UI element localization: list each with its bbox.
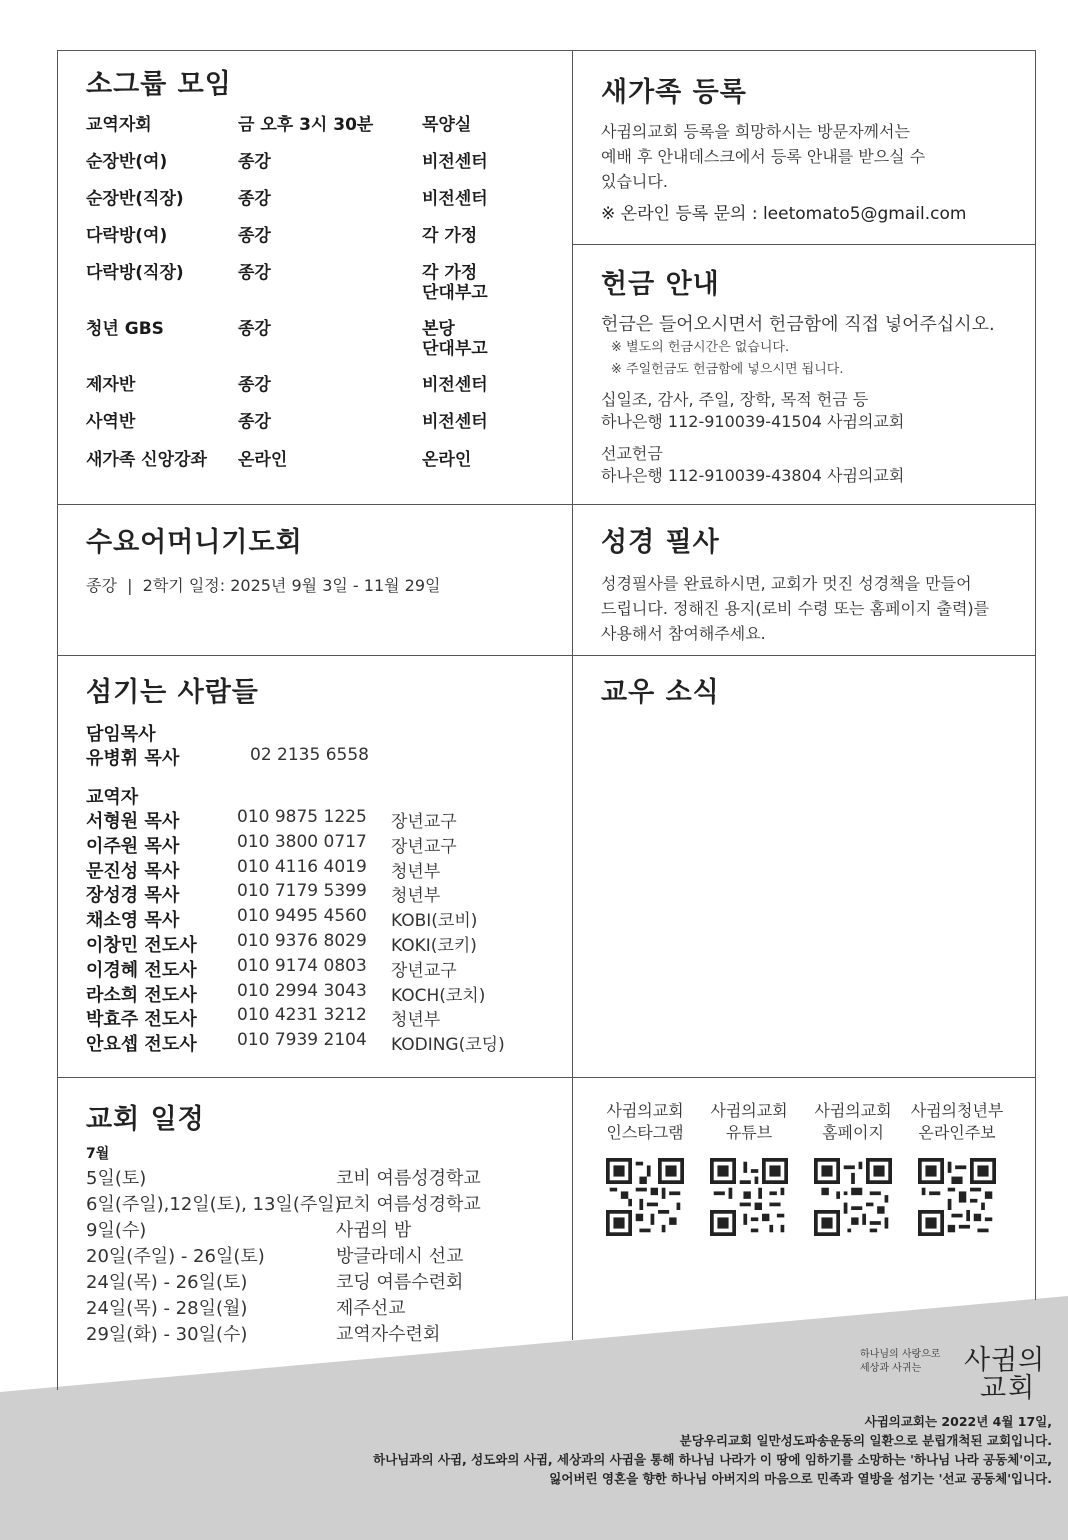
staff-dept: 장년교구	[391, 837, 457, 857]
registration-line: 예배 후 안내데스크에서 등록 안내를 받으실 수	[601, 147, 926, 166]
footer-line: 하나님과의 사귐, 성도와의 사귐, 세상과의 사귐을 통해 하나님 나라가 이 땅에 임하기를 소망하는 '하나님 나라 공동체'이고,	[373, 1452, 1052, 1467]
offering-main: 헌금은 들어오시면서 헌금함에 직접 넣어주십시오.	[601, 314, 995, 335]
mission-offering-label: 선교헌금	[601, 444, 663, 463]
staff-name: 이창민 전도사	[86, 935, 197, 956]
qr-label: 유튜브	[725, 1123, 773, 1142]
staff-dept: KOBI(코비)	[391, 911, 478, 931]
qr-link[interactable]	[800, 1100, 906, 1242]
staff-name: 문진성 목사	[86, 861, 180, 882]
logo-tagline: 하나님의 사랑으로	[860, 1349, 941, 1360]
staff-name: 서형원 목사	[86, 811, 180, 832]
group-time: 종강	[238, 189, 271, 209]
footer-line: 잃어버린 영혼을 향한 하나님 아버지의 마음으로 민족과 열방을 섬기는 '선교 공동체'입니다.	[549, 1471, 1052, 1486]
registration-title: 새가족 등록	[601, 77, 747, 108]
group-name: 순장반(직장)	[86, 189, 184, 209]
schedule-event: 코치 여름성경학교	[336, 1194, 481, 1215]
group-time: 종강	[238, 319, 271, 339]
mothers-prayer-info: 종강 | 2학기 일정: 2025년 9월 3일 - 11월 29일	[86, 576, 441, 595]
staff-phone: 010 9376 8029	[237, 931, 367, 951]
schedule-title: 교회 일정	[86, 1104, 205, 1135]
qr-section	[592, 1100, 1022, 1250]
staff-dept: 청년부	[391, 1010, 441, 1030]
group-time: 종강	[238, 226, 271, 246]
staff-name: 이주원 목사	[86, 836, 180, 857]
group-time: 온라인	[238, 450, 288, 470]
staff-name: 안요셉 전도사	[86, 1034, 197, 1055]
qr-label: 사귐의교회	[814, 1101, 892, 1120]
mission-offering-account: 하나은행 112-910039-43804 사귐의교회	[601, 466, 905, 485]
staff-dept: 장년교구	[391, 961, 457, 981]
registration-contact: ※ 온라인 등록 문의 : leetomato5@gmail.com	[601, 204, 967, 224]
group-name: 다락방(직장)	[86, 263, 184, 283]
news-section	[601, 670, 1021, 709]
schedule-event: 교역자수련회	[336, 1324, 441, 1345]
senior-pastor-name: 유병휘 목사	[86, 748, 180, 769]
group-name: 청년 GBS	[86, 319, 164, 339]
divider-left-1	[57, 504, 573, 505]
staff-name: 라소희 전도사	[86, 985, 197, 1006]
staff-name: 장성경 목사	[86, 885, 180, 906]
divider-right-2	[572, 504, 1036, 505]
border-top	[57, 50, 1036, 51]
divider-left-2	[57, 655, 573, 656]
group-place: 온라인	[422, 450, 472, 470]
staff-dept: 청년부	[391, 862, 441, 882]
group-time: 금 오후 3시 30분	[238, 115, 374, 135]
staff-phone: 010 7939 2104	[237, 1030, 367, 1050]
staff-phone: 010 3800 0717	[237, 832, 367, 852]
staff-name: 채소영 목사	[86, 910, 180, 931]
schedule-event: 방글라데시 선교	[336, 1246, 464, 1267]
logo-name-1: 사귐의	[964, 1345, 1046, 1376]
divider-right-3	[572, 655, 1036, 656]
staff-dept: KOCH(코치)	[391, 986, 486, 1006]
staff-name: 박효주 전도사	[86, 1009, 197, 1030]
schedule-event: 코비 여름성경학교	[336, 1168, 481, 1189]
mothers-prayer-section	[86, 520, 566, 598]
qr-label: 온라인주보	[918, 1123, 996, 1142]
group-place: 각 가정	[422, 226, 478, 246]
staff-dept: 청년부	[391, 886, 441, 906]
qr-link[interactable]	[696, 1100, 802, 1242]
servants-section	[86, 670, 566, 1070]
offering-kinds: 십일조, 감사, 주일, 장학, 목적 헌금 등	[601, 390, 869, 409]
staff-name: 이경혜 전도사	[86, 960, 197, 981]
schedule-event: 코딩 여름수련회	[336, 1272, 464, 1293]
mothers-prayer-title: 수요어머니기도회	[86, 527, 303, 558]
staff-phone: 010 4231 3212	[237, 1005, 367, 1025]
schedule-date: 9일(수)	[86, 1220, 147, 1241]
qr-link[interactable]	[592, 1100, 698, 1242]
divider-left-3	[57, 1077, 573, 1078]
group-place: 비전센터	[422, 189, 488, 209]
border-left	[57, 50, 58, 1390]
schedule-date: 6일(주일),12일(토), 13일(주일)	[86, 1194, 342, 1215]
offering-title: 헌금 안내	[601, 269, 720, 300]
offering-section	[601, 262, 1031, 487]
registration-section	[601, 70, 1021, 227]
group-place-2: 단대부고	[422, 283, 488, 303]
group-name: 다락방(여)	[86, 226, 168, 246]
offering-account: 하나은행 112-910039-41504 사귐의교회	[601, 412, 905, 431]
schedule-date: 24일(목) - 28일(월)	[86, 1298, 248, 1319]
small-group-title: 소그룹 모임	[86, 69, 232, 100]
divider-right-1	[572, 244, 1036, 245]
logo-tagline: 세상과 사귀는	[860, 1363, 922, 1374]
staff-phone: 010 9875 1225	[237, 807, 367, 827]
news-title: 교우 소식	[601, 677, 720, 708]
schedule-month: 7월	[86, 1146, 110, 1162]
offering-note: ※ 별도의 헌금시간은 없습니다.	[611, 340, 790, 355]
group-place: 본당	[422, 319, 455, 339]
logo-name-2: 교회	[980, 1373, 1037, 1404]
small-group-section	[86, 62, 566, 492]
group-time: 종강	[238, 152, 271, 172]
staff-phone: 010 7179 5399	[237, 881, 367, 901]
schedule-section	[86, 1097, 566, 1347]
divider-right-4	[572, 1077, 1036, 1078]
qr-code-icon	[710, 1158, 788, 1236]
staff-phone: 010 9495 4560	[237, 906, 367, 926]
qr-label: 홈페이지	[822, 1123, 884, 1142]
qr-label: 인스타그램	[606, 1123, 684, 1142]
group-time: 종강	[238, 412, 271, 432]
qr-code-icon	[814, 1158, 892, 1236]
group-place: 비전센터	[422, 152, 488, 172]
schedule-date: 5일(토)	[86, 1168, 147, 1189]
staff-dept: 장년교구	[391, 812, 457, 832]
schedule-event: 제주선교	[336, 1298, 406, 1319]
staff-label: 교역자	[86, 787, 139, 808]
group-place: 비전센터	[422, 375, 488, 395]
schedule-date: 20일(주일) - 26일(토)	[86, 1246, 265, 1267]
servants-title: 섬기는 사람들	[86, 677, 259, 708]
qr-label: 사귐의교회	[710, 1101, 788, 1120]
group-time: 종강	[238, 375, 271, 395]
schedule-date: 29일(화) - 30일(수)	[86, 1324, 248, 1345]
group-place: 목양실	[422, 115, 472, 135]
group-place-2: 단대부고	[422, 339, 488, 359]
group-name: 제자반	[86, 375, 136, 395]
bible-copy-line: 드립니다. 정해진 용지(로비 수령 또는 홈페이지 출력)를	[601, 599, 990, 618]
qr-code-icon	[918, 1158, 996, 1236]
group-place: 각 가정	[422, 263, 478, 283]
registration-line: 있습니다.	[601, 172, 668, 191]
group-name: 교역자회	[86, 115, 152, 135]
offering-note: ※ 주일헌금도 헌금함에 넣으시면 됩니다.	[611, 362, 844, 377]
qr-link[interactable]	[904, 1100, 1010, 1242]
staff-phone: 010 9174 0803	[237, 956, 367, 976]
group-name: 순장반(여)	[86, 152, 168, 172]
staff-phone: 010 4116 4019	[237, 857, 367, 877]
footer-text	[373, 1412, 1052, 1488]
qr-code-icon	[606, 1158, 684, 1236]
bible-copy-section	[601, 520, 1031, 646]
group-time: 종강	[238, 263, 271, 283]
qr-label: 사귐의청년부	[910, 1101, 1004, 1120]
senior-pastor-label: 담임목사	[86, 724, 156, 745]
staff-dept: KOKI(코키)	[391, 936, 477, 956]
staff-phone: 010 2994 3043	[237, 981, 367, 1001]
qr-label: 사귐의교회	[606, 1101, 684, 1120]
schedule-date: 24일(목) - 26일(토)	[86, 1272, 248, 1293]
footer-line: 사귐의교회는 2022년 4월 17일,	[864, 1414, 1052, 1429]
bible-copy-line: 성경필사를 완료하시면, 교회가 멋진 성경책을 만들어	[601, 574, 972, 593]
group-place: 비전센터	[422, 412, 488, 432]
church-logo	[860, 1338, 1050, 1404]
registration-line: 사귐의교회 등록을 희망하시는 방문자께서는	[601, 122, 910, 141]
bible-copy-line: 사용해서 참여해주세요.	[601, 624, 766, 643]
staff-dept: KODING(코딩)	[391, 1035, 505, 1055]
schedule-event: 사귐의 밤	[336, 1220, 412, 1241]
group-name: 사역반	[86, 412, 136, 432]
footer-line: 분당우리교회 일만성도파송운동의 일환으로 분립개척된 교회입니다.	[679, 1433, 1052, 1448]
senior-pastor-phone: 02 2135 6558	[250, 745, 369, 765]
bible-copy-title: 성경 필사	[601, 527, 720, 558]
group-name: 새가족 신앙강좌	[86, 450, 207, 470]
border-right	[1035, 50, 1036, 1300]
